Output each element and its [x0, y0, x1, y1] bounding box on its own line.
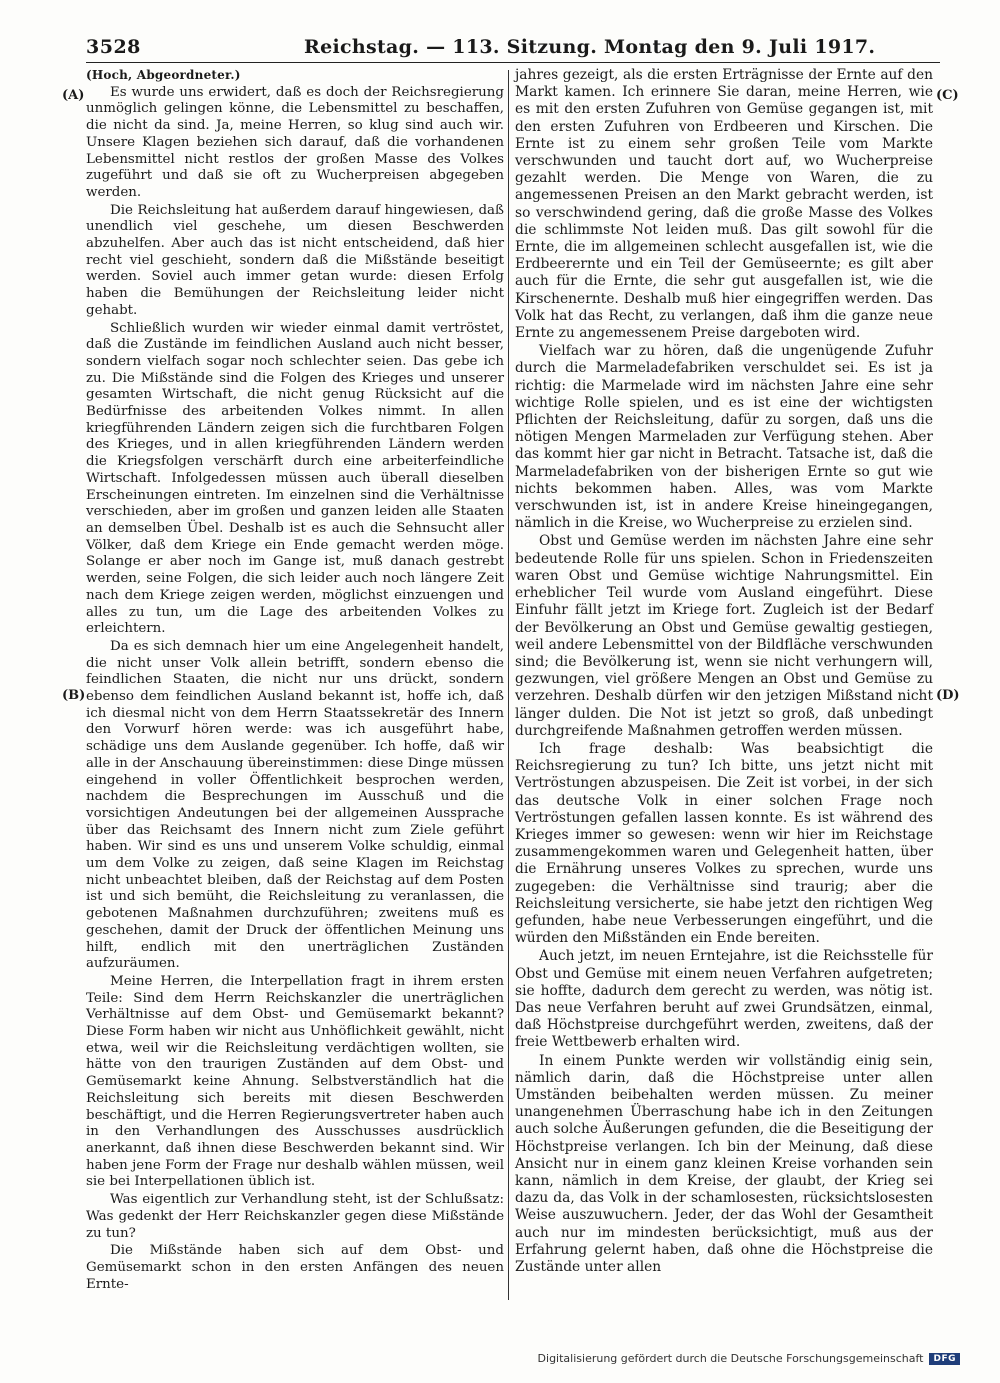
footer [538, 1352, 960, 1365]
paragraph: Die Mißstände haben sich auf dem Obst- und Gemüsemarkt schon in den ersten Anfängen des neuen Ernte- [86, 1243, 504, 1292]
paragraph: Obst und Gemüse werden im nächsten Jahre eine sehr bedeutende Rolle für uns spielen. Schon in Friedenszeiten waren Obst und Gemüse wichtige Nahrungsmittel. Ein erheblicher Teil wurde vom Ausland eingeführt. Diese Einfuhr fällt jetzt im Kriege fort. Zugleich ist der Bedarf der Bevölkerung an Obst und Gemüse gewaltig gestiegen, weil andere Lebensmittel von der Bildfläche verschwunden sind; die Bevölkerung ist, wenn sie nicht verhungern will, gezwungen, viel größere Mengen an Obst und Gemüse zu verzehren. Deshalb dürfen wir den jetzigen Mißstand nicht länger dulden. Die Not ist jetzt so groß, daß unbedingt durchgreifende Maßnahmen getroffen werden müssen. [515, 533, 933, 739]
footer-credit: Digitalisierung gefördert durch die Deutsche Forschungsgemeinschaft [537, 1352, 924, 1365]
paragraph: jahres gezeigt, als die ersten Erträgnisse der Ernte auf den Markt kamen. Ich erinnere Sie daran, meine Herren, wie es mit den ersten Zufuhren von Gemüse gegangen ist, mit den ersten Zufuhren von Erdbeeren und Kirschen. Die Ernte ist zu einem sehr großen Teile vom Markte verschwunden und taucht dort auf, wo Wucherpreise gezahlt werden. Die Menge von Waren, die zu angemessenen Preisen an den Markt gebracht werden, ist so verschwindend gering, daß die große Masse des Volkes die schlimmste Not leiden muß. Das gilt sowohl für die Ernte, die im allgemeinen schlecht ausgefallen ist, wie die Erdbeerernte und ein Teil der Gemüseernte; es gilt aber auch für die Ernte, die sehr gut ausgefallen ist, wie die Kirschenernte. Deshalb muß hier eingegriffen werden. Das Volk hat das Recht, zu verlangen, daß ihm die ganze neue Ernte zu angemessenem Preise dargeboten wird. [515, 67, 933, 342]
paragraph: Da es sich demnach hier um eine Angelegenheit handelt, die nicht unser Volk allein betrifft, sondern ebenso die feindlichen Staaten, die nicht nur uns drückt, sondern ebenso dem feindlichen Ausland bekannt ist, hoffe ich, daß ich diesmal nicht von dem Herrn Staatssekretär des Innern den Vorwurf hören werde: was ich ausgeführt habe, schädige uns dem Auslande gegenüber. Ich hoffe, daß wir alle in der Anschauung übereinstimmen: diese Dinge müssen eingehend in voller Öffentlichkeit besprochen werden, nachdem die Besprechungen im Ausschuß und die vorsichtigen Andeutungen bei der allgemeinen Aussprache über das Reichsamt des Innern nicht zum Ziele geführt haben. Wir sind es uns und unserem Volke schuldig, einmal um dem Volke zu zeigen, daß seine Klagen im Reichstag nicht unbeachtet bleiben, daß der Reichstag auf dem Posten ist und sich bemüht, die Reichsleitung zu veranlassen, die gebotenen Maßnahmen durchzuführen; zweitens muß es geschehen, damit der Druck der öffentlichen Meinung uns hilft, endlich mit den unerträglichen Zuständen aufzuräumen. [86, 638, 504, 972]
paragraph: Was eigentlich zur Verhandlung steht, ist der Schlußsatz: Was gedenkt der Herr Reichskanzler gegen diese Mißstände zu tun? [86, 1192, 504, 1241]
paragraph: Auch jetzt, im neuen Erntejahre, ist die Reichsstelle für Obst und Gemüse mit einem neuen Verfahren aufgetreten; sie hoffte, dadurch dem gerecht zu werden, was nötig ist. Das neue Verfahren beruht auf zwei Grundsätzen, einmal, daß Höchstpreise durchgeführt werden, zweitens, daß der freie Wettbewerb erhalten wird. [515, 948, 933, 1051]
paragraph: In einem Punkte werden wir vollständig einig sein, nämlich darin, daß die Höchstpreise unter allen Umständen beibehalten werden müssen. Zu meiner unangenehmen Überraschung habe ich in den Zeitungen auch solche Äußerungen gefunden, die die Beseitigung der Höchstpreise verlangen. Ich bin der Meinung, daß diese Ansicht nur in einem ganz kleinen Kreise vorhanden sein kann, nämlich in dem Kreise, der glaubt, der Krieg sei dazu da, das Volk in der schamlosesten, rücksichtslosesten Weise auszuwuchern. Jeder, der das Wohl der Gesamtheit auch nur im mindesten berücksichtigt, muß aus der Erfahrung gelernt haben, daß ohne die Höchstpreise die Zustände unter allen [515, 1052, 933, 1276]
paragraph: Die Reichsleitung hat außerdem darauf hingewiesen, daß unendlich viel geschehe, um diesen Beschwerden abzuhelfen. Aber auch das ist nicht entscheidend, daß hier recht viel geschieht, sondern daß die Mißstände beseitigt werden. Soviel auch immer getan wurde: diesen Erfolg haben die Bemühungen der Reichsleitung leider nicht gehabt. [86, 202, 504, 318]
left-column [86, 67, 504, 1294]
paragraph: Meine Herren, die Interpellation fragt in ihrem ersten Teile: Sind dem Herrn Reichskanzler die unerträglichen Verhältnisse auf dem Obst- und Gemüsemarkt bekannt? Diese Form haben wir nicht aus Unhöflichkeit gewählt, nicht etwa, weil wir die Reichsleitung verdächtigen wollten, sie hätte von den traurigen Zuständen auf dem Obst- und Gemüsemarkt keine Ahnung. Selbstverständlich hat die Reichsleitung sich bereits mit diesen Beschwerden beschäftigt, und die Herren Regierungsvertreter haben auch in den Verhandlungen des Ausschusses ausdrücklich anerkannt, daß ihnen diese Beschwerden bekannt sind. Wir haben jene Form der Frage nur deshalb wählen müssen, weil sie bei Interpellationen üblich ist. [86, 973, 504, 1190]
paragraph: Schließlich wurden wir wieder einmal damit vertröstet, daß die Zustände im feindlichen Ausland auch nicht besser, sondern vielfach sogar noch schlechter seien. Das gebe ich zu. Die Mißstände sind die Folgen des Krieges und unserer gesamten Wirtschaft, die nicht genug Rücksicht auf die Bedürfnisse des arbeitenden Volkes nimmt. In allen kriegführenden Ländern zeigen sich die furchtbaren Folgen des Krieges, und in allen kriegführenden Ländern werden die Kriegsfolgen verschärft durch eine arbeiterfeindliche Wirtschaft. Infolgedessen müssen auch überall dieselben Erscheinungen eintreten. Im einzelnen sind die Verhältnisse verschieden, aber im großen und ganzen leiden alle Staaten an demselben Übel. Deshalb ist es auch die Sehnsucht aller Völker, daß dem Kriege ein Ende gemacht werden möge. Solange er aber noch im Gange ist, muß danach gestrebt werden, seine Folgen, die sich leider auch noch längere Zeit nach dem Kriege zeigen werden, möglichst einzuengen und alles zu tun, um die Lage des arbeitenden Volkes zu erleichtern. [86, 320, 504, 637]
paragraph: Ich frage deshalb: Was beabsichtigt die Reichsregierung zu tun? Ich bitte, uns jetzt nicht mit Vertröstungen abzuspeisen. Die Zeit ist vorbei, in der sich das deutsche Volk in einer solchen Frage noch Vertröstungen gefallen lassen konnte. Es ist während des Krieges immer so gewesen: wenn wir hier im Reichstage zusammengekommen waren und Gelegenheit hatten, über die Ernährung unseres Volkes zu sprechen, wurde uns zugegeben: die Verhältnisse sind traurig; aber die Reichsleitung versicherte, sie habe jetzt den richtigen Weg gefunden, habe neue Verbesserungen eingeführt, und die würden den Mißständen ein Ende bereiten. [515, 740, 933, 947]
page-number: 3528 [86, 36, 141, 58]
dfg-logo-icon[interactable]: DFG [929, 1353, 960, 1365]
paragraph: Es wurde uns erwidert, daß es doch der Reichsregierung unmöglich gelingen könne, die Lebensmittel zu beschaffen, die nicht da sind. Ja, meine Herren, so klug sind auch wir. Unsere Klagen beziehen sich darauf, daß die vorhandenen Lebensmittel nicht restlos der großen Masse des Volkes zugeführt und daß sie oft zu Wucherpreisen abgegeben werden. [86, 84, 504, 200]
header-rule [86, 62, 940, 63]
running-title: Reichstag. — 113. Sitzung. Montag den 9. Juli 1917. [304, 36, 876, 58]
margin-marker-b: (B) [62, 688, 86, 703]
right-column [515, 67, 933, 1277]
page-header [86, 32, 940, 62]
speaker-label: (Hoch, Abgeordneter.) [86, 68, 241, 82]
margin-marker-a: (A) [62, 88, 85, 103]
margin-marker-c: (C) [936, 88, 959, 103]
margin-marker-d: (D) [936, 688, 960, 703]
paragraph: Vielfach war zu hören, daß die ungenügende Zufuhr durch die Marmeladefabriken verschuldet sei. Es ist ja richtig: die Marmelade wird im nächsten Jahre eine sehr wichtige Rolle spielen, und es ist eine der wichtigsten Pflichten der Reichsleitung, dafür zu sorgen, daß uns die nötigen Mengen Marmeladen zur Verfügung stehen. Aber das kommt hier gar nicht in Betracht. Tatsache ist, daß die Marmeladefabriken von der bisherigen Ernte so gut wie nichts bekommen haben. Alles, was vom Markte verschwunden ist, ist in andere Kreise hineingegangen, nämlich in die Kreise, wo Wucherpreise zu erzielen sind. [515, 343, 933, 532]
column-divider [508, 70, 509, 1300]
